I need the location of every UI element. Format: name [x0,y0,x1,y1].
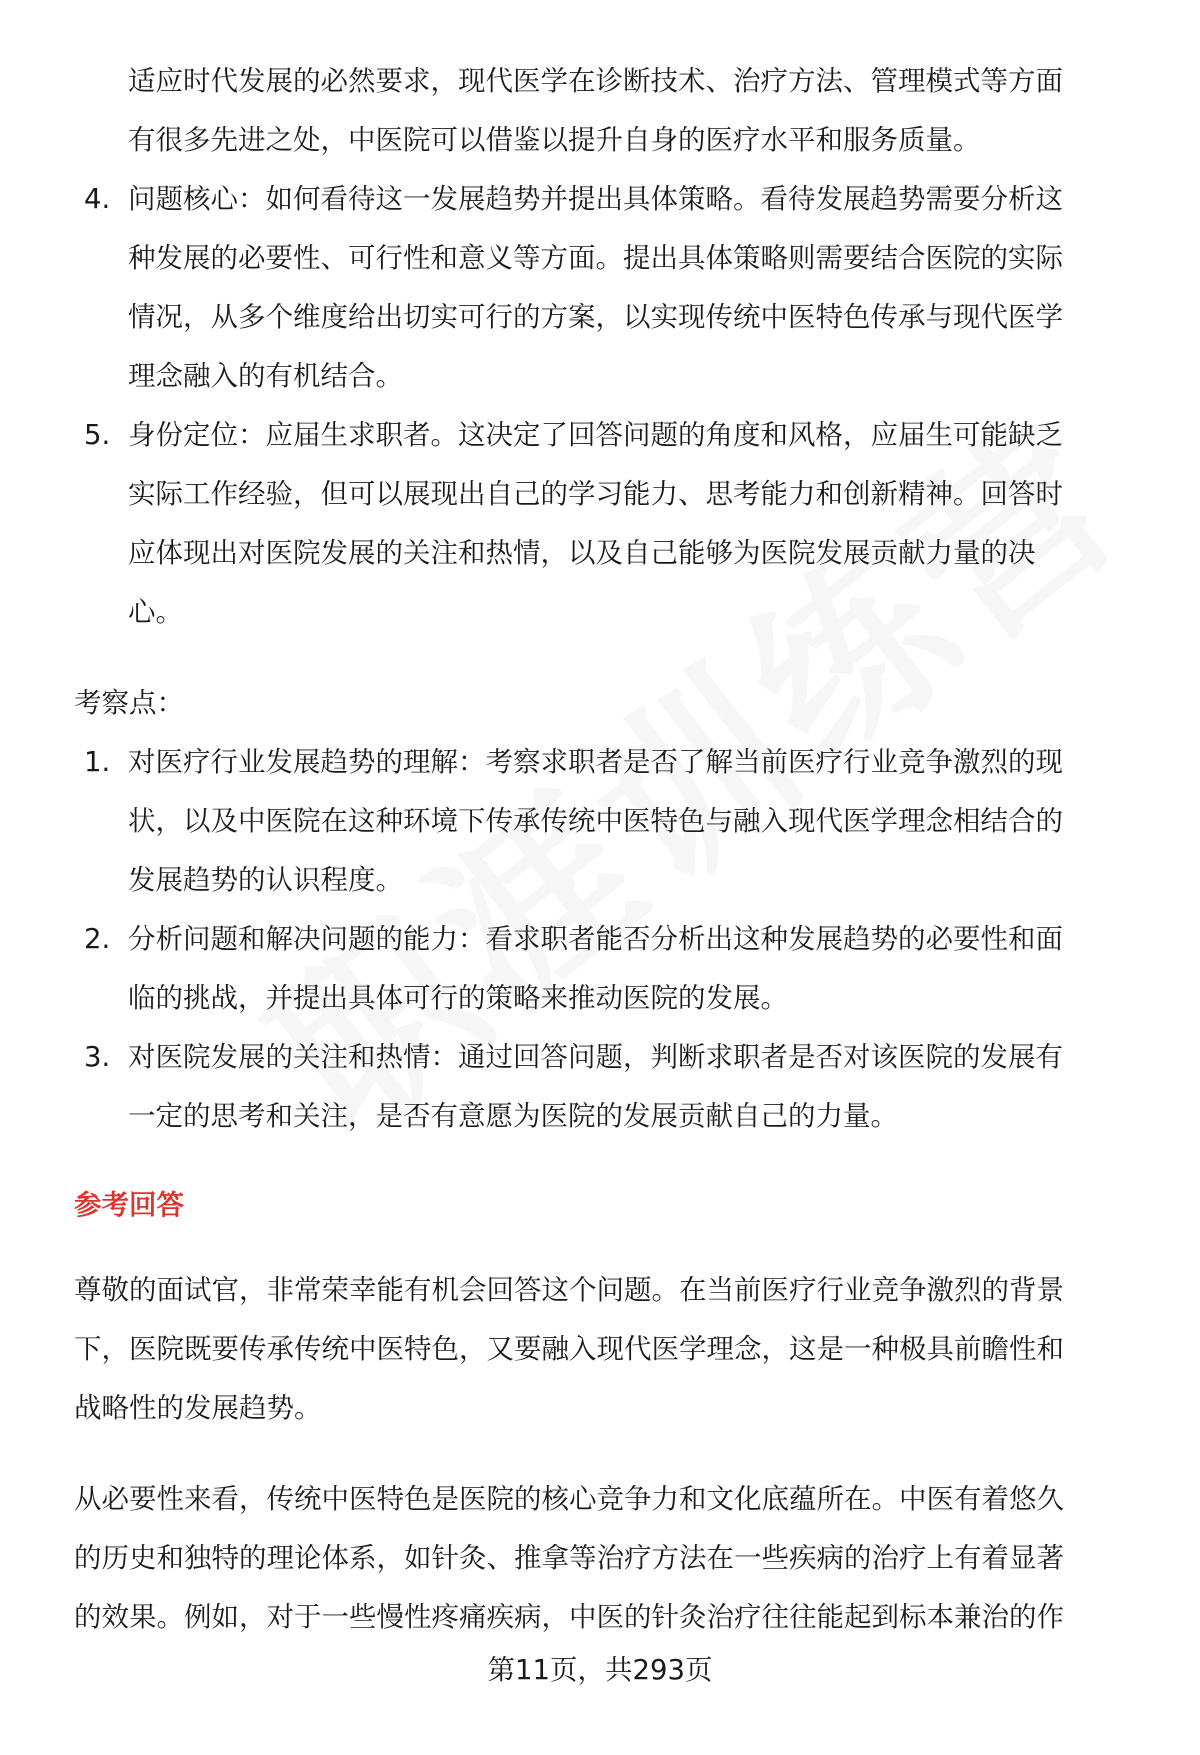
text-line: 身份定位：应届生求职者。这决定了回答问题的角度和风格，应届生可能缺乏 [128,419,1063,451]
list-item [74,733,1144,910]
analysis-list [74,170,1144,642]
list-item [74,1028,1144,1146]
answer-paragraph [74,1470,1144,1647]
list-number: 3. [84,1041,111,1073]
assessment-list [74,733,1144,1146]
list-number: 2. [84,923,111,955]
text-line: 发展趋势的认识程度。 [128,864,403,896]
text-line: 的效果。例如，对于一些慢性疼痛疾病，中医的针灸治疗往往能起到标本兼治的作 [74,1601,1064,1633]
list-item [74,170,1144,406]
list-item [74,406,1144,642]
text-line: 问题核心：如何看待这一发展趋势并提出具体策略。看待发展趋势需要分析这 [128,183,1063,215]
assessment-label: 考察点： [74,687,184,719]
text-line: 临的挑战，并提出具体可行的策略来推动医院的发展。 [128,982,788,1014]
text-line: 下，医院既要传承传统中医特色，又要融入现代医学理念，这是一种极具前瞻性和 [74,1333,1064,1365]
text-line: 尊敬的面试官，非常荣幸能有机会回答这个问题。在当前医疗行业竞争激烈的背景 [74,1274,1064,1306]
reference-answer-heading: 参考回答 [74,1189,184,1221]
text-line: 对医院发展的关注和热情：通过回答问题，判断求职者是否对该医院的发展有 [128,1041,1063,1073]
list-number: 5. [84,419,111,451]
text-line: 应体现出对医院发展的关注和热情，以及自己能够为医院发展贡献力量的决 [128,537,1036,569]
text-line: 对医疗行业发展趋势的理解：考察求职者是否了解当前医疗行业竞争激烈的现 [128,746,1063,778]
list-number: 1. [84,746,111,778]
text-line: 心。 [128,596,183,628]
list-item [74,910,1144,1028]
page-number-footer: 第11页，共293页 [487,1654,713,1686]
continuation-paragraph [74,52,1144,170]
text-line: 分析问题和解决问题的能力：看求职者能否分析出这种发展趋势的必要性和面 [128,923,1063,955]
text-line: 的历史和独特的理论体系，如针灸、推拿等治疗方法在一些疾病的治疗上有着显著 [74,1542,1064,1574]
answer-paragraph [74,1261,1144,1438]
text-line: 理念融入的有机结合。 [128,360,403,392]
text-line: 种发展的必要性、可行性和意义等方面。提出具体策略则需要结合医院的实际 [128,242,1063,274]
text-line: 状，以及中医院在这种环境下传承传统中医特色与融入现代医学理念相结合的 [128,805,1063,837]
text-line: 从必要性来看，传统中医特色是医院的核心竞争力和文化底蕴所在。中医有着悠久 [74,1483,1064,1515]
list-number: 4. [84,183,111,215]
text-line: 情况，从多个维度给出切实可行的方案，以实现传统中医特色传承与现代医学 [128,301,1063,333]
text-line: 适应时代发展的必然要求，现代医学在诊断技术、治疗方法、管理模式等方面 [128,65,1063,97]
text-line: 有很多先进之处，中医院可以借鉴以提升自身的医疗水平和服务质量。 [128,124,981,156]
text-line: 一定的思考和关注，是否有意愿为医院的发展贡献自己的力量。 [128,1100,898,1132]
text-line: 战略性的发展趋势。 [74,1392,322,1424]
text-line: 实际工作经验，但可以展现出自己的学习能力、思考能力和创新精神。回答时 [128,478,1063,510]
content-area [74,52,1144,1647]
